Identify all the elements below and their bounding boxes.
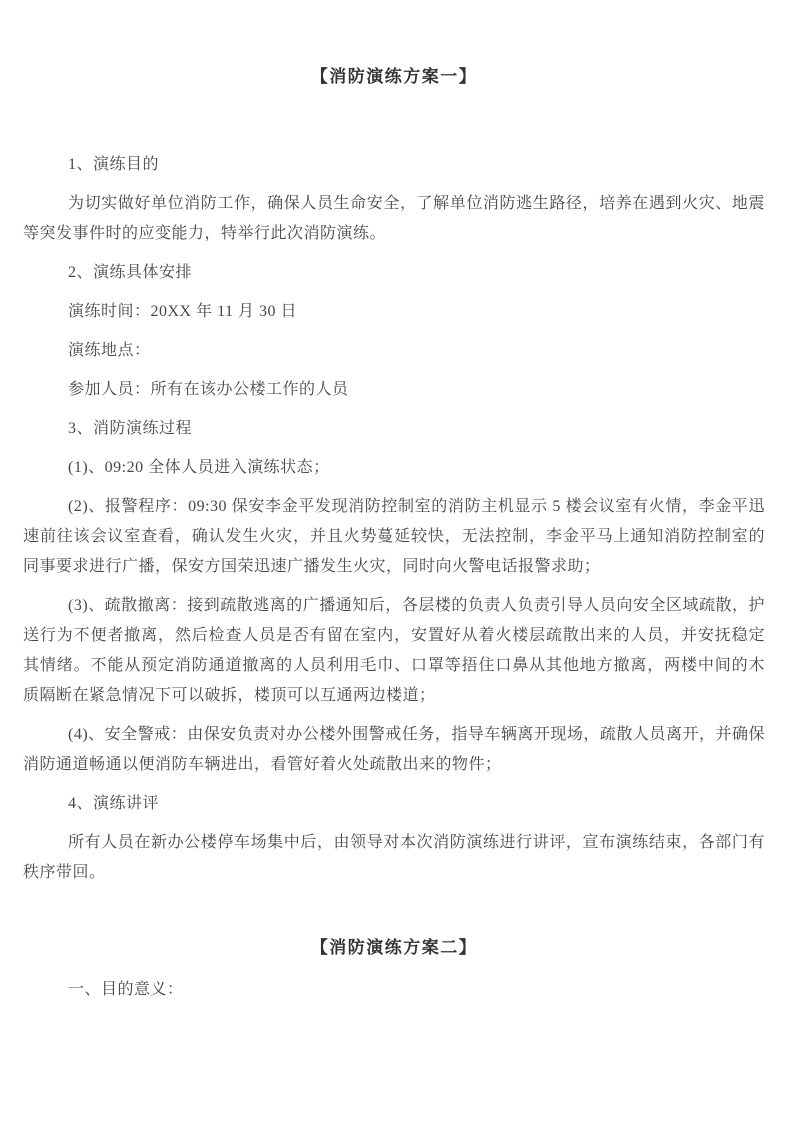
section-1-title: 【消防演练方案一】 <box>310 67 478 86</box>
paragraph-drill-location: 演练地点： <box>68 342 151 359</box>
paragraph-participants: 参加人员：所有在该办公楼工作的人员 <box>68 381 349 398</box>
paragraph-process-heading: 3、消防演练过程 <box>68 420 193 437</box>
paragraph-drill-purpose-heading: 1、演练目的 <box>68 156 160 173</box>
paragraph-review-heading: 4、演练讲评 <box>68 795 160 812</box>
section-2-title: 【消防演练方案二】 <box>310 938 478 957</box>
paragraph-drill-purpose-body: 为切实做好单位消防工作，确保人员生命安全，了解单位消防逃生路径，培养在遇到火灾、地震等突发事件时的应变能力，特举行此次消防演练。 <box>23 195 765 242</box>
paragraph-step-4-security: (4)、安全警戒：由保安负责对办公楼外围警戒任务，指导车辆离开现场，疏散人员离开，并确保消防通道畅通以便消防车辆进出，看管好着火处疏散出来的物件； <box>23 726 765 773</box>
paragraph-step-2-alarm: (2)、报警程序：09:30 保安李金平发现消防控制室的消防主机显示 5 楼会议室有火情，李金平迅速前往该会议室查看，确认发生火灾，并且火势蔓延较快，无法控制，李金平马上通知消防控制室的同事要求进行广播，保安方国荣迅速广播发生火灾，同时向火警电话报警求助； <box>23 498 765 575</box>
paragraph-arrangement-heading: 2、演练具体安排 <box>68 264 193 281</box>
paragraph-review-body: 所有人员在新办公楼停车场集中后，由领导对本次消防演练进行讲评，宣布演练结束，各部门有秩序带回。 <box>23 834 765 881</box>
paragraph-step-3-evacuation: (3)、疏散撤离：接到疏散逃离的广播通知后，各层楼的负责人负责引导人员向安全区域疏散，护送行为不便者撤离，然后检查人员是否有留在室内，安置好从着火楼层疏散出来的人员，并安抚稳定其情绪。不能从预定消防通道撤离的人员利用毛巾、口罩等捂住口鼻从其他地方撤离，两楼中间的木质隔断在紧急情况下可以破拆，楼顶可以互通两边楼道； <box>23 597 765 704</box>
paragraph-purpose-meaning-heading: 一、目的意义： <box>68 981 184 998</box>
paragraph-drill-time: 演练时间：20XX 年 11 月 30 日 <box>68 303 298 320</box>
paragraph-step-1-ready: (1)、09:20 全体人员进入演练状态； <box>68 459 330 476</box>
